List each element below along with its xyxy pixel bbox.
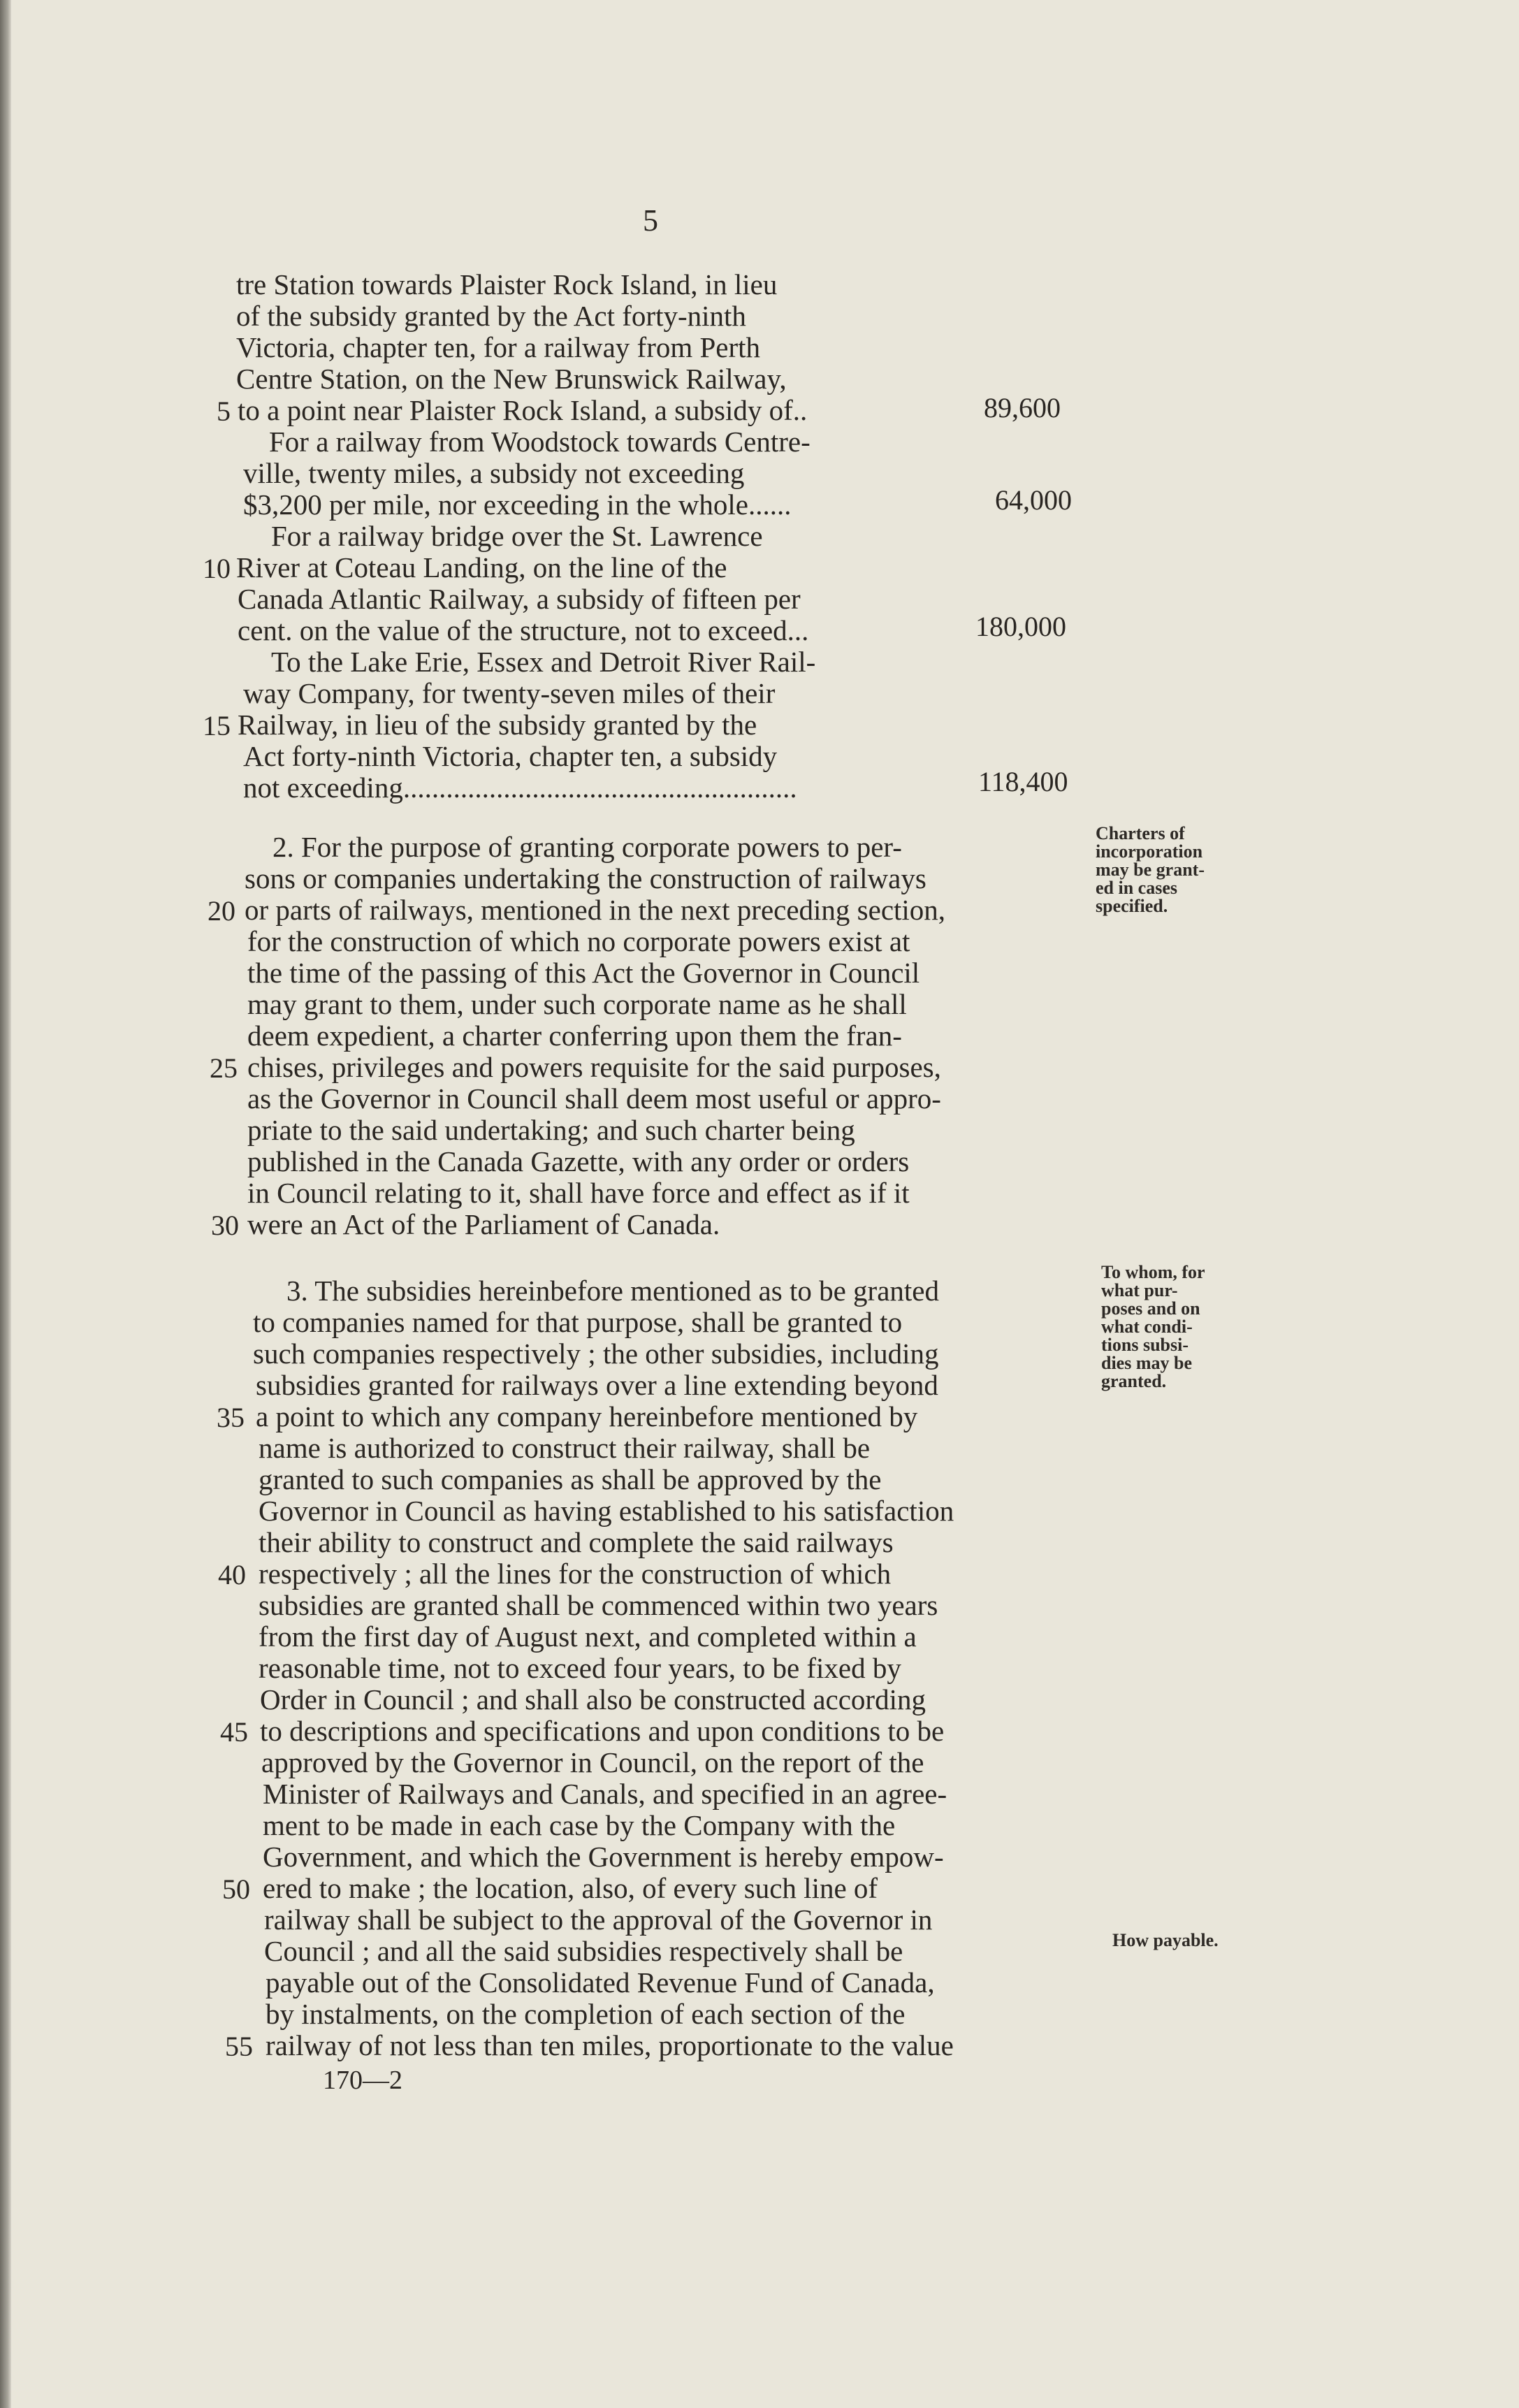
text-line: Council ; and all the said subsidies respectively shall be bbox=[264, 1935, 903, 1967]
text-line: subsidies are granted shall be commenced within two years bbox=[259, 1589, 938, 1621]
text-line: payable out of the Consolidated Revenue Fund of Canada, bbox=[266, 1966, 935, 1999]
text-line: name is authorized to construct their railway, shall be bbox=[259, 1432, 871, 1464]
text-line: Act forty-ninth Victoria, chapter ten, a subsidy bbox=[243, 740, 778, 772]
margin-note-charters: Charters of incorporation may be grant- ed in cases specified. bbox=[1096, 823, 1205, 916]
line-number: 5 bbox=[217, 396, 231, 427]
text-line: railway of not less than ten miles, proportionate to the value bbox=[266, 2029, 954, 2061]
text-line: ered to make ; the location, also, of every such line of bbox=[263, 1872, 878, 1904]
line-number: 25 bbox=[210, 1052, 238, 1084]
page-number: 5 bbox=[643, 203, 658, 238]
text-line: from the first day of August next, and completed within a bbox=[259, 1620, 917, 1653]
text-line: For a railway bridge over the St. Lawrence bbox=[271, 520, 763, 552]
text-line: such companies respectively ; the other subsidies, including bbox=[253, 1337, 939, 1370]
text-line: to companies named for that purpose, shall be granted to bbox=[253, 1306, 903, 1338]
text-line: Canada Atlantic Railway, a subsidy of fifteen per bbox=[238, 583, 801, 615]
text-line: to a point near Plaister Rock Island, a subsidy of.. bbox=[238, 394, 808, 426]
text-line: deem expedient, a charter conferring upon them the fran- bbox=[247, 1020, 902, 1052]
text-line: were an Act of the Parliament of Canada. bbox=[247, 1208, 720, 1240]
text-line: by instalments, on the completion of each section of the bbox=[266, 1998, 906, 2030]
text-line: Government, and which the Government is hereby empow- bbox=[263, 1841, 944, 1873]
text-line: River at Coteau Landing, on the line of the bbox=[236, 551, 727, 583]
text-line: ment to be made in each case by the Company with the bbox=[263, 1809, 896, 1841]
text-line: of the subsidy granted by the Act forty-ninth bbox=[236, 300, 746, 332]
line-number: 10 bbox=[203, 553, 231, 584]
line-number: 55 bbox=[225, 2031, 253, 2062]
text-line: Victoria, chapter ten, for a railway from Perth bbox=[236, 331, 761, 363]
line-number: 45 bbox=[220, 1716, 248, 1748]
text-line: chises, privileges and powers requisite for the said purposes, bbox=[247, 1051, 941, 1083]
text-line: Order in Council ; and shall also be constructed according bbox=[260, 1683, 926, 1716]
subsidy-amount: 118,400 bbox=[978, 766, 1068, 797]
text-line: Railway, in lieu of the subsidy granted by the bbox=[238, 709, 757, 741]
text-line: to descriptions and specifications and upon conditions to be bbox=[260, 1715, 945, 1747]
line-number: 40 bbox=[218, 1559, 246, 1590]
text-line: a point to which any company hereinbefore mentioned by bbox=[256, 1400, 918, 1433]
text-line: $3,200 per mile, nor exceeding in the whole...... bbox=[243, 488, 792, 521]
subsidy-amount: 180,000 bbox=[975, 611, 1066, 642]
text-line: cent. on the value of the structure, not to exceed... bbox=[238, 614, 809, 646]
text-line: in Council relating to it, shall have force and effect as if it bbox=[247, 1177, 910, 1209]
text-line: tre Station towards Plaister Rock Island, in lieu bbox=[236, 268, 778, 300]
text-line: To the Lake Erie, Essex and Detroit River Rail- bbox=[271, 646, 816, 678]
text-line: reasonable time, not to exceed four years, to be fixed by bbox=[259, 1652, 901, 1684]
text-line: their ability to construct and complete the said railways bbox=[259, 1526, 894, 1558]
text-line: railway shall be subject to the approval of the Governor in bbox=[264, 1903, 933, 1936]
margin-note-to-whom: To whom, for what pur- poses and on what condi- tions subsi- dies may be granted. bbox=[1101, 1262, 1205, 1391]
line-number: 15 bbox=[203, 710, 231, 741]
text-line: the time of the passing of this Act the Governor in Council bbox=[247, 957, 920, 989]
text-line: Centre Station, on the New Brunswick Railway, bbox=[236, 363, 787, 395]
line-number: 30 bbox=[211, 1210, 239, 1241]
text-line: sons or companies undertaking the construction of railways bbox=[245, 862, 926, 894]
text-line: way Company, for twenty-seven miles of their bbox=[243, 677, 776, 709]
line-number: 50 bbox=[222, 1873, 250, 1905]
page-binding-edge bbox=[0, 0, 11, 2408]
subsidy-amount: 64,000 bbox=[995, 484, 1072, 516]
subsidy-amount: 89,600 bbox=[984, 392, 1061, 423]
line-number: 20 bbox=[208, 895, 235, 927]
text-line: published in the Canada Gazette, with any order or orders bbox=[247, 1145, 910, 1177]
text-line: subsidies granted for railways over a line extending beyond bbox=[256, 1369, 938, 1401]
text-line: Governor in Council as having established to his satisfaction bbox=[259, 1495, 954, 1527]
line-number: 35 bbox=[217, 1402, 245, 1433]
text-line: as the Governor in Council shall deem most useful or appro- bbox=[247, 1082, 941, 1115]
margin-note-how-payable: How payable. bbox=[1112, 1930, 1219, 1950]
text-line: not exceeding....................................................... bbox=[243, 771, 797, 804]
text-line: ville, twenty miles, a subsidy not exceeding bbox=[243, 457, 745, 489]
footer-signature: 170—2 bbox=[323, 2066, 402, 2095]
text-line: 2. For the purpose of granting corporate powers to per- bbox=[272, 831, 902, 863]
text-line: priate to the said undertaking; and such charter being bbox=[247, 1114, 855, 1146]
text-line: for the construction of which no corporate powers exist at bbox=[247, 925, 910, 957]
text-line: or parts of railways, mentioned in the next preceding section, bbox=[245, 894, 946, 926]
text-line: 3. The subsidies hereinbefore mentioned as to be granted bbox=[286, 1275, 939, 1307]
text-line: Minister of Railways and Canals, and specified in an agree- bbox=[263, 1778, 947, 1810]
text-line: granted to such companies as shall be approved by the bbox=[259, 1463, 882, 1495]
text-line: may grant to them, under such corporate name as he shall bbox=[247, 988, 907, 1020]
text-line: For a railway from Woodstock towards Centre- bbox=[269, 426, 811, 458]
text-line: approved by the Governor in Council, on the report of the bbox=[261, 1746, 924, 1778]
text-line: respectively ; all the lines for the construction of which bbox=[259, 1558, 892, 1590]
